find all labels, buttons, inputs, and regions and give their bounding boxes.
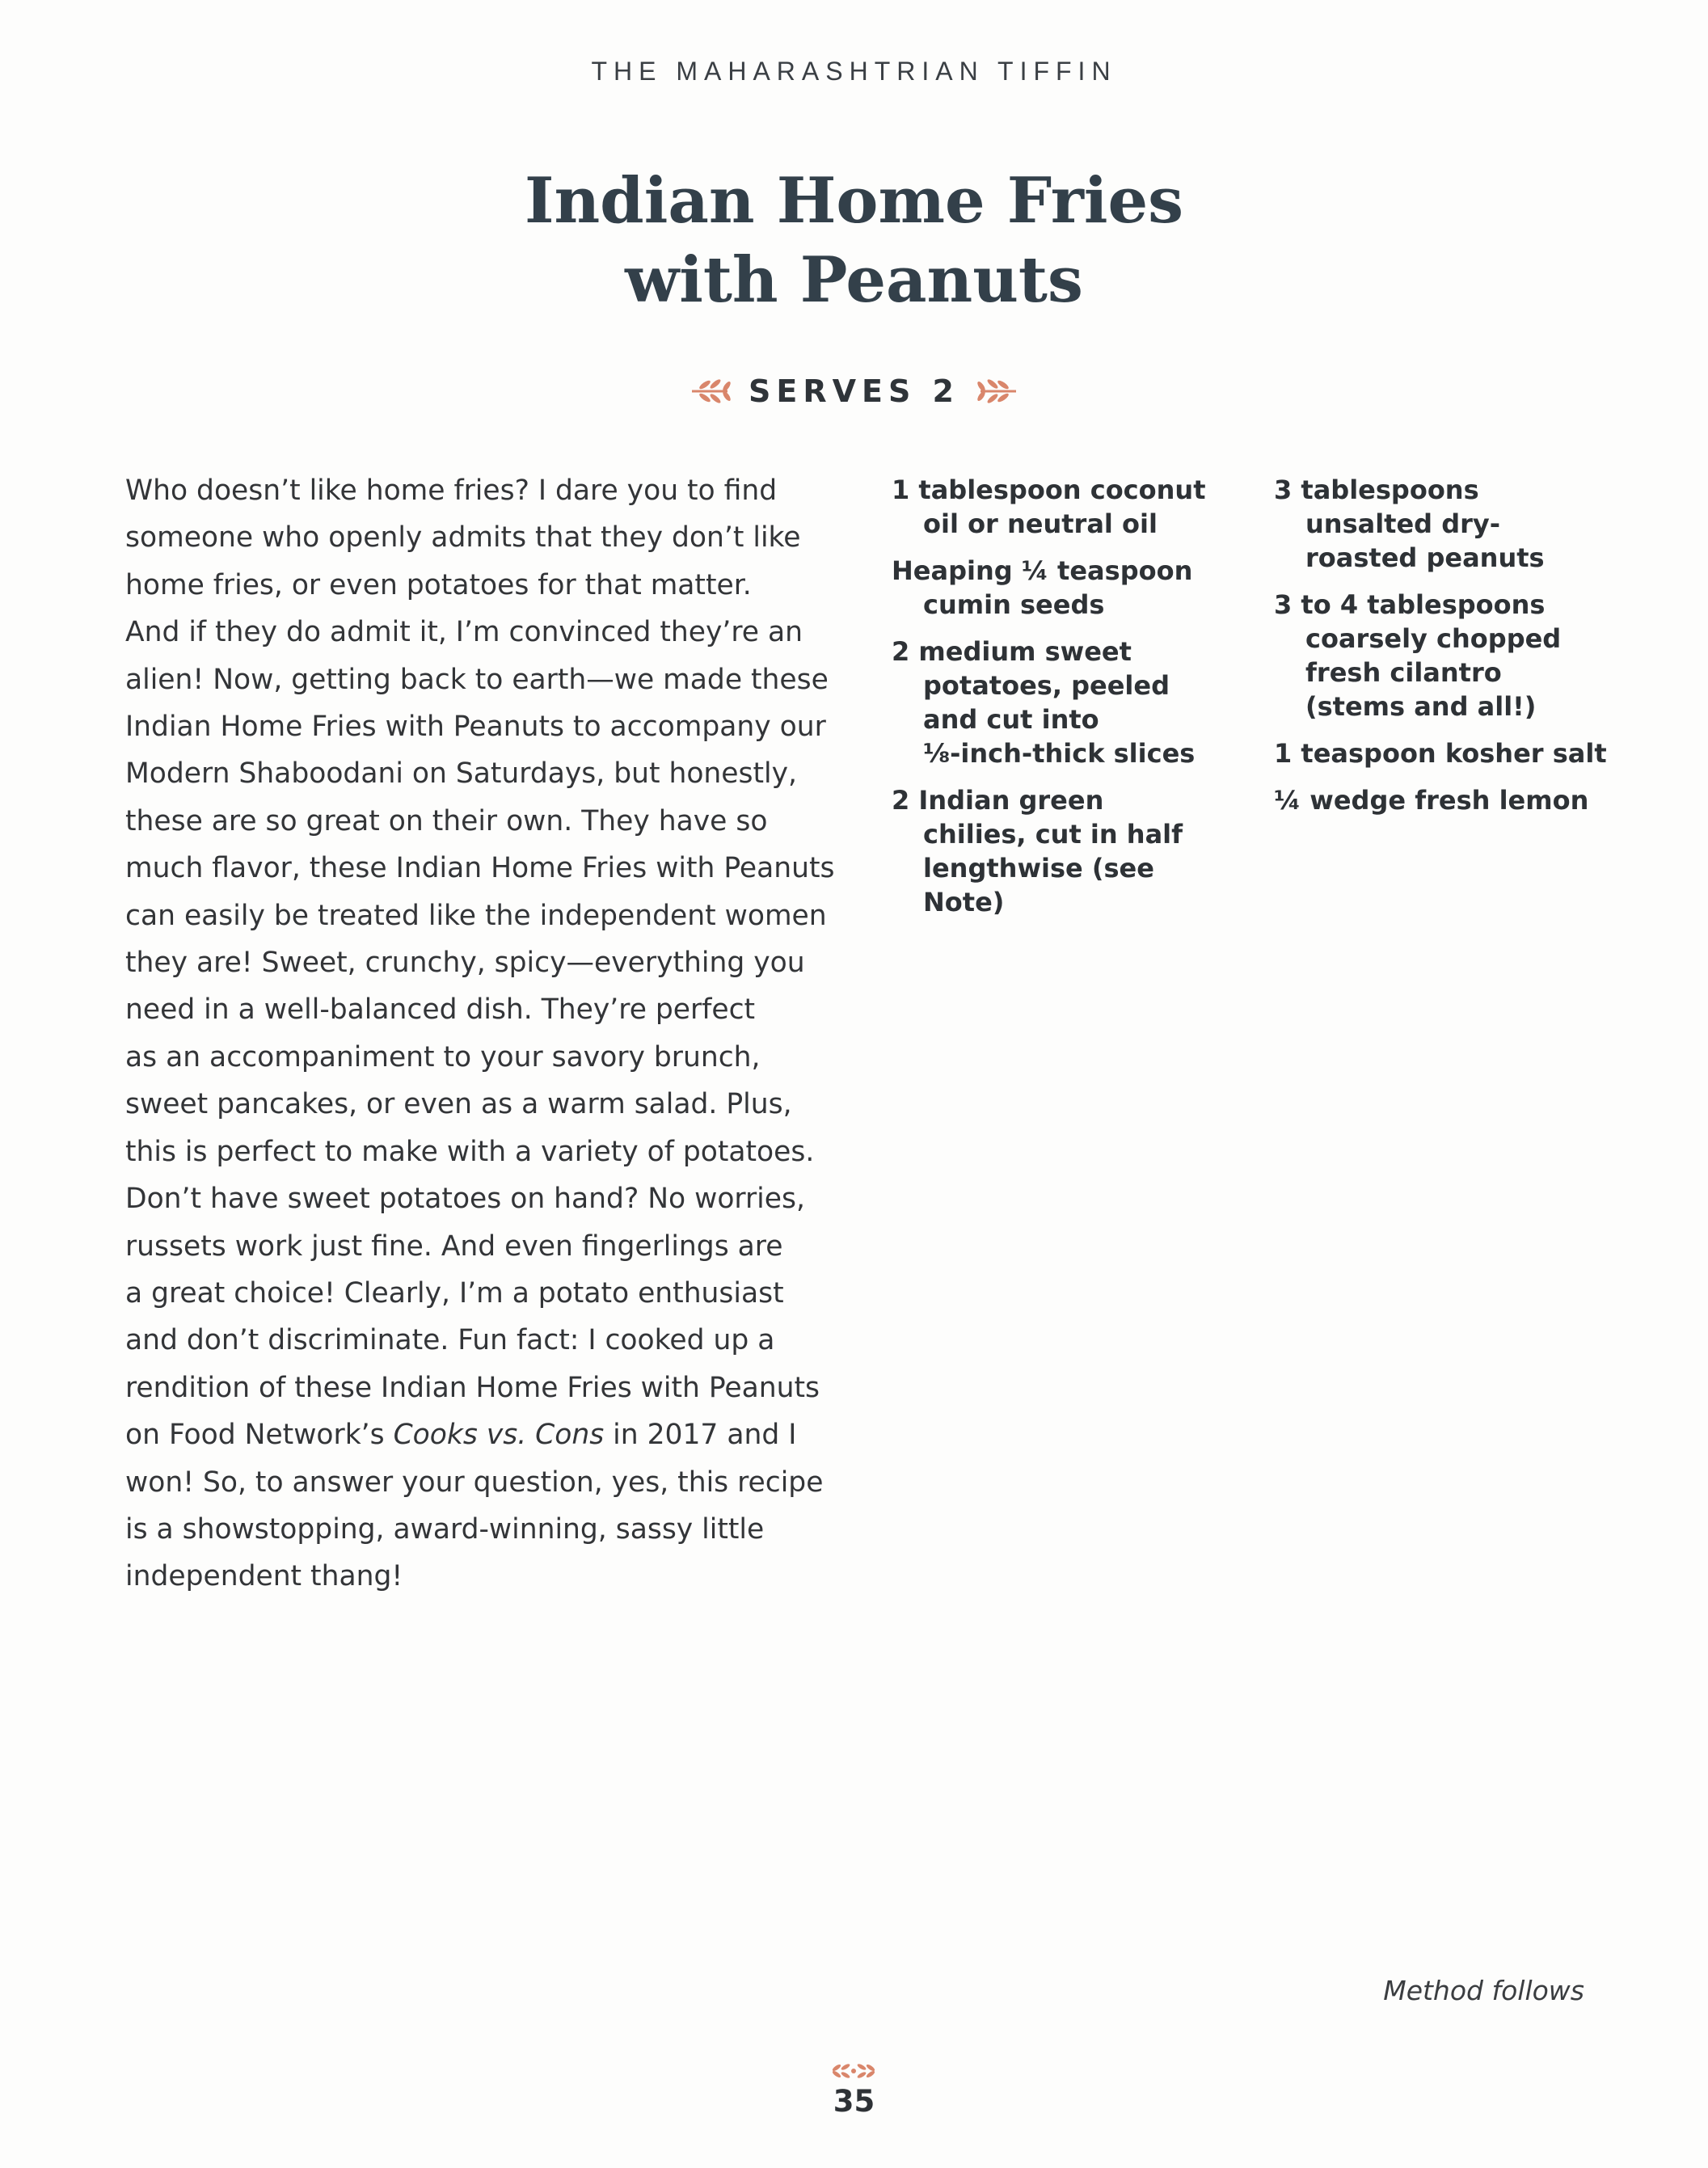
intro-line: is a showstopping, award-winning, sassy little [125,1512,765,1546]
ingredient-line: unsalted dry- [1305,508,1501,539]
intro-line: rendition of these Indian Home Fries with Peanuts [125,1371,820,1404]
running-head: THE MAHARASHTRIAN TIFFIN [591,57,1117,86]
ingredient-item [1274,783,1630,817]
ingredient-item [1274,588,1630,723]
intro-line: Modern Shaboodani on Saturdays, but honestly, [125,757,797,791]
intro-line: much flavor, these Indian Home Fries with Peanuts [125,852,835,885]
serves-label: SERVES 2 [749,373,959,409]
intro-line: need in a well-balanced dish. They’re perfect [125,993,756,1027]
ingredient-line: roasted peanuts [1305,542,1545,573]
recipe-title [0,162,1708,320]
intro-line: Don’t have sweet potatoes on hand? No worries, [125,1183,805,1216]
ingredient-line: chilies, cut in half [923,819,1183,850]
intro-line: this is perfect to make with a variety of potatoes. [125,1135,815,1168]
ingredient-line: 1 tablespoon coconut [892,475,1206,505]
ingredient-item [1274,736,1630,770]
ingredient-line: 3 tablespoons [1274,475,1479,505]
intro-line: home fries, or even potatoes for that matter. [125,568,752,601]
ingredient-line: Note) [923,887,1005,917]
intro-line: And if they do admit it, I’m convinced they’re an [125,616,803,649]
intro-line: alien! Now, getting back to earth—we made these [125,663,829,696]
leaf-sprig-right-icon [974,378,1018,405]
leaf-sprig-left-icon [690,378,734,405]
ingredient-line: 2 Indian green [892,785,1104,816]
ingredient-line: 3 to 4 tablespoons [1274,589,1546,620]
intro-line: someone who openly admits that they don’t like [125,521,801,555]
intro-line: Indian Home Fries with Peanuts to accompany our [125,711,826,744]
intro-line: these are so great on their own. They have so [125,804,768,837]
serves-banner [0,373,1708,409]
ingredient-line: ⅛-inch-thick slices [923,738,1196,769]
ingredients-column-1 [892,473,1231,932]
intro-line: independent thang! [125,1560,403,1593]
intro-paragraph [125,467,837,1601]
intro-line: russets work just fine. And even fingerlings are [125,1230,783,1263]
method-follows-note: Method follows [1383,1975,1584,2006]
ingredient-item [892,635,1231,770]
recipe-title-line-2: with Peanuts [625,243,1083,317]
recipe-title-line-1: Indian Home Fries [524,164,1184,238]
ingredient-line: lengthwise (see [923,853,1154,884]
intro-line: can easily be treated like the independent women [125,899,827,932]
intro-line: won! So, to answer your question, yes, this recipe [125,1466,824,1499]
ingredients-column-2 [1274,473,1630,830]
intro-line [125,1411,837,1458]
intro-line: sweet pancakes, or even as a warm salad. Plus, [125,1088,792,1121]
page-number: 35 [833,2084,875,2119]
ingredient-item [1274,473,1630,575]
ingredient-item [892,473,1231,541]
intro-line: as an accompaniment to your savory brunch, [125,1040,761,1073]
tv-show-title: Cooks vs. Cons [393,1419,605,1452]
ingredient-line: Heaping ¼ teaspoon [892,555,1193,586]
ingredient-line: 2 medium sweet [892,636,1132,667]
ingredient-line: coarsely chopped [1305,623,1562,654]
ingredient-line: 1 teaspoon kosher salt [1274,738,1607,769]
intro-line: Who doesn’t like home fries? I dare you to find [125,475,778,507]
ingredient-line: (stems and all!) [1305,691,1537,722]
intro-line: and don’t discriminate. Fun fact: I cooked up a [125,1324,775,1357]
ingredient-line: ¼ wedge fresh lemon [1274,785,1589,816]
ingredient-line: cumin seeds [923,589,1105,620]
ingredient-line: fresh cilantro [1305,657,1502,688]
intro-line: they are! Sweet, crunchy, spicy—everything you [125,947,805,980]
ingredient-line: and cut into [923,704,1099,735]
intro-line: a great choice! Clearly, I’m a potato enthusiast [125,1276,784,1310]
intro-text-segment: on Food Network’s [125,1419,394,1452]
intro-text-segment: in 2017 and I [604,1419,797,1452]
ingredient-item [892,554,1231,622]
ingredient-item [892,783,1231,919]
ingredient-line: oil or neutral oil [923,508,1158,539]
folio-ornament-icon [821,2060,886,2086]
ingredient-line: potatoes, peeled [923,670,1170,701]
